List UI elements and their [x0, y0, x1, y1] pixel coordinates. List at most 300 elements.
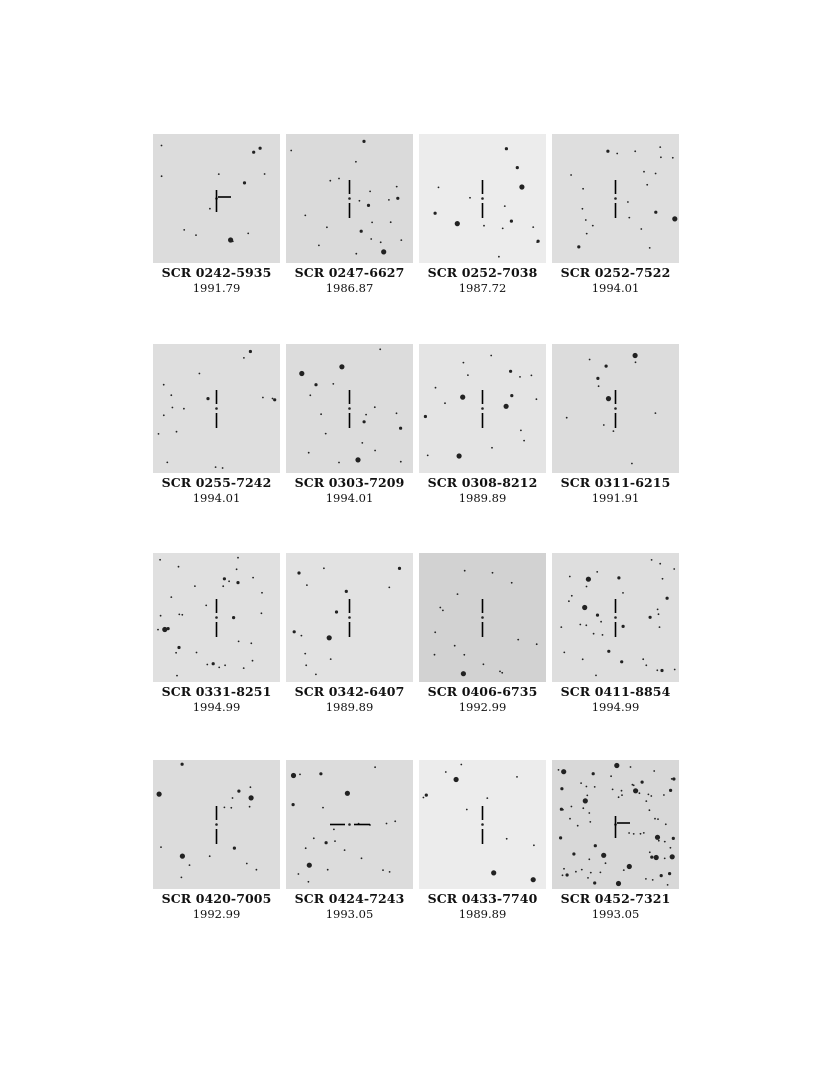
star [195, 234, 197, 236]
star [290, 150, 292, 152]
star [365, 414, 367, 416]
star [516, 166, 519, 169]
object-name: SCR 0252-7522 [560, 265, 671, 280]
star [327, 635, 332, 640]
star [560, 626, 562, 628]
star [623, 869, 625, 871]
star [643, 171, 645, 173]
finder-chart-panel [286, 344, 413, 505]
star [322, 807, 324, 809]
star [654, 211, 657, 214]
star [196, 652, 198, 654]
star [491, 870, 496, 875]
star [566, 873, 569, 876]
star [516, 776, 518, 778]
star [250, 642, 252, 644]
star [355, 457, 360, 462]
target-star [215, 407, 218, 410]
star [531, 877, 536, 882]
star [570, 174, 572, 176]
star [645, 800, 647, 802]
star [621, 790, 623, 792]
star [490, 355, 492, 357]
star [646, 184, 648, 186]
star [304, 215, 306, 217]
star [659, 146, 661, 148]
epoch-label: 1994.99 [591, 700, 640, 714]
star [389, 871, 391, 873]
star [374, 766, 376, 768]
star [463, 362, 465, 364]
star [560, 787, 563, 790]
star [509, 370, 512, 373]
star [563, 868, 565, 870]
star [659, 563, 661, 565]
star [588, 858, 590, 860]
finder-chart-image [153, 553, 280, 682]
finder-chart-panel [419, 553, 546, 714]
star [569, 576, 571, 578]
star [232, 797, 234, 799]
finder-chart-row [153, 134, 679, 309]
star [162, 627, 167, 632]
star [510, 394, 513, 397]
star [649, 809, 651, 811]
finder-chart-panel [286, 134, 413, 295]
star [230, 807, 232, 809]
star [586, 577, 591, 582]
object-name: SCR 0433-7740 [427, 891, 538, 906]
finder-chart-image [419, 760, 546, 889]
star [469, 197, 471, 199]
star [561, 769, 566, 774]
star [299, 774, 301, 776]
epoch-label: 1989.89 [458, 907, 507, 921]
star [298, 873, 300, 875]
star [454, 645, 456, 647]
star [664, 841, 666, 843]
star [658, 840, 660, 842]
star [338, 178, 340, 180]
star [587, 877, 589, 879]
star [664, 858, 666, 860]
star [594, 844, 597, 847]
star [645, 878, 647, 880]
finder-chart-row [153, 760, 679, 935]
star [645, 664, 647, 666]
target-star [614, 197, 617, 200]
finder-chart-panel [153, 553, 280, 714]
star [305, 664, 307, 666]
star [333, 829, 335, 831]
finder-chart-panel [286, 760, 413, 921]
star [301, 635, 303, 637]
star [491, 447, 493, 449]
star [434, 631, 436, 633]
star [523, 440, 525, 442]
finder-chart-image [419, 344, 546, 473]
star [492, 572, 494, 574]
star [222, 585, 224, 587]
star [315, 674, 317, 676]
target-star [348, 407, 351, 410]
star [247, 233, 249, 235]
star [461, 671, 466, 676]
star [575, 871, 577, 873]
star [374, 406, 376, 408]
star [157, 792, 162, 797]
star [665, 823, 667, 825]
star [236, 568, 238, 570]
star [272, 398, 274, 400]
star [178, 566, 180, 568]
star [634, 150, 636, 152]
star [498, 256, 500, 258]
star [581, 869, 583, 871]
star [435, 387, 437, 389]
star [672, 777, 675, 780]
star [158, 433, 160, 435]
star [657, 609, 659, 611]
finder-chart-panel [153, 760, 280, 921]
object-name: SCR 0242-5935 [161, 265, 272, 280]
star [643, 832, 645, 834]
star [355, 161, 357, 163]
star [610, 775, 612, 777]
star [457, 453, 462, 458]
star [361, 857, 363, 859]
target-star [348, 197, 351, 200]
star [585, 624, 587, 626]
star [649, 851, 651, 853]
star [345, 590, 348, 593]
star [569, 818, 571, 820]
target-star [348, 823, 351, 826]
epoch-label: 1989.89 [325, 700, 374, 714]
star [362, 140, 365, 143]
star [194, 585, 196, 587]
star [369, 191, 371, 193]
star [209, 855, 211, 857]
star [577, 825, 579, 827]
star [344, 849, 346, 851]
finder-chart-image [552, 134, 679, 263]
target-star [481, 197, 484, 200]
star [291, 773, 296, 778]
star [632, 784, 634, 786]
star [600, 872, 602, 874]
star [345, 791, 350, 796]
star [396, 412, 398, 414]
star [396, 186, 398, 188]
star [577, 245, 580, 248]
star [252, 660, 254, 662]
star [438, 187, 440, 189]
target-star [348, 616, 351, 619]
star [630, 766, 632, 768]
star [590, 872, 592, 874]
star [304, 653, 306, 655]
star [635, 361, 637, 363]
star [642, 658, 644, 660]
star [627, 864, 632, 869]
star [598, 385, 600, 387]
star [668, 872, 671, 875]
star [232, 616, 235, 619]
star [319, 772, 322, 775]
star [170, 394, 172, 396]
object-name: SCR 0331-8251 [161, 684, 272, 699]
star [163, 414, 165, 416]
star [631, 463, 633, 465]
epoch-label: 1993.05 [591, 907, 640, 921]
epoch-label: 1993.05 [325, 907, 374, 921]
star [572, 852, 575, 855]
star [618, 796, 620, 798]
finder-chart-panel [419, 344, 546, 505]
star [571, 806, 573, 808]
star [374, 450, 376, 452]
star [388, 587, 390, 589]
star [601, 853, 606, 858]
target-star [215, 823, 218, 826]
star [205, 605, 207, 607]
star [613, 430, 615, 432]
star [606, 150, 609, 153]
star [388, 199, 390, 201]
star [228, 580, 230, 582]
star [640, 228, 642, 230]
star [655, 173, 657, 175]
star [607, 650, 610, 653]
object-name: SCR 0252-7038 [427, 265, 538, 280]
star [606, 396, 611, 401]
star [222, 467, 224, 469]
finder-chart-row [153, 344, 679, 519]
finder-chart-image [419, 553, 546, 682]
star [640, 833, 642, 835]
star [669, 789, 672, 792]
star [602, 634, 604, 636]
star [313, 837, 315, 839]
star [273, 398, 276, 401]
finder-chart-image [552, 760, 679, 889]
star [371, 222, 373, 224]
star [660, 669, 663, 672]
star [660, 874, 663, 877]
object-name: SCR 0255-7242 [161, 475, 272, 490]
star [249, 350, 252, 353]
star [663, 794, 665, 796]
object-name: SCR 0406-6735 [427, 684, 538, 699]
star [307, 863, 312, 868]
star [641, 781, 644, 784]
star [558, 769, 560, 771]
finder-chart-image [286, 553, 413, 682]
star [427, 455, 429, 457]
star [398, 567, 401, 570]
star [464, 570, 466, 572]
star [330, 658, 332, 660]
star [293, 630, 296, 633]
star [571, 595, 573, 597]
star [582, 605, 587, 610]
star [170, 596, 172, 598]
finder-chart-image [552, 553, 679, 682]
star [256, 869, 258, 871]
star [326, 226, 328, 228]
finder-chart-image [286, 134, 413, 263]
star [658, 613, 660, 615]
star [444, 402, 446, 404]
star [621, 794, 623, 796]
star [338, 462, 340, 464]
star [218, 667, 220, 669]
star [673, 568, 675, 570]
star [616, 153, 618, 155]
star [224, 807, 226, 809]
star [486, 797, 488, 799]
star [504, 404, 509, 409]
star [499, 671, 501, 673]
star [639, 792, 641, 794]
star [232, 241, 234, 243]
star [382, 869, 384, 871]
star [519, 376, 521, 378]
star [218, 173, 220, 175]
target-star [614, 407, 617, 410]
star [339, 364, 344, 369]
epoch-label: 1994.01 [325, 491, 374, 505]
star [603, 424, 605, 426]
star [654, 855, 659, 860]
star [517, 639, 519, 641]
star [360, 230, 363, 233]
star [455, 221, 460, 226]
star [594, 786, 596, 788]
star [237, 557, 239, 559]
epoch-label: 1991.79 [192, 281, 241, 295]
star [666, 597, 669, 600]
star [181, 877, 183, 879]
star [589, 359, 591, 361]
star [320, 413, 322, 415]
object-name: SCR 0420-7005 [161, 891, 272, 906]
star [460, 395, 465, 400]
star [627, 201, 629, 203]
star [233, 847, 236, 850]
star [568, 600, 570, 602]
star [334, 840, 336, 842]
finder-chart-image [286, 344, 413, 473]
star [183, 408, 185, 410]
star [157, 629, 159, 631]
star [670, 847, 672, 849]
star [172, 407, 174, 409]
star [600, 621, 602, 623]
star [370, 238, 372, 240]
star [454, 777, 459, 782]
star [655, 835, 660, 840]
star [511, 582, 513, 584]
star [292, 803, 295, 806]
object-name: SCR 0411-8854 [560, 684, 671, 699]
object-name: SCR 0308-8212 [427, 475, 538, 490]
star [189, 864, 191, 866]
finder-chart-panel [552, 760, 679, 921]
star [651, 559, 653, 561]
star [299, 371, 304, 376]
star [506, 838, 508, 840]
object-name: SCR 0247-6627 [294, 265, 405, 280]
star [650, 856, 653, 859]
epoch-label: 1994.01 [192, 491, 241, 505]
star [457, 593, 459, 595]
star [672, 837, 675, 840]
star [520, 430, 522, 432]
star [622, 625, 625, 628]
star [306, 584, 308, 586]
star [178, 614, 180, 616]
star [206, 397, 209, 400]
finder-chart-panel [419, 134, 546, 295]
star [612, 789, 614, 791]
star [361, 442, 363, 444]
star [250, 786, 252, 788]
star [519, 184, 524, 189]
finder-chart-panel [552, 134, 679, 295]
star [261, 612, 263, 614]
star [161, 145, 163, 147]
star [536, 241, 538, 243]
star [380, 241, 382, 243]
star [176, 675, 178, 677]
star [592, 772, 595, 775]
star [633, 353, 638, 358]
star [588, 812, 590, 814]
target-star [481, 616, 484, 619]
finder-chart-panel [552, 553, 679, 714]
star [325, 841, 328, 844]
star [327, 869, 329, 871]
star [596, 377, 599, 380]
star [400, 461, 402, 463]
star [434, 212, 437, 215]
star [434, 654, 436, 656]
star [589, 821, 591, 823]
star [181, 763, 184, 766]
star [660, 156, 662, 158]
object-name: SCR 0303-7209 [294, 475, 405, 490]
star [176, 431, 178, 433]
star [175, 652, 177, 654]
star [399, 427, 402, 430]
star [672, 157, 674, 159]
star [628, 832, 630, 834]
star [649, 616, 652, 619]
target-star [614, 616, 617, 619]
star [560, 808, 563, 811]
star [659, 626, 661, 628]
star [579, 624, 581, 626]
finder-chart-panel [552, 344, 679, 505]
star [243, 181, 246, 184]
star [502, 228, 504, 230]
star [650, 795, 652, 797]
star [652, 879, 654, 881]
finder-chart-row [153, 553, 679, 728]
star [657, 818, 659, 820]
